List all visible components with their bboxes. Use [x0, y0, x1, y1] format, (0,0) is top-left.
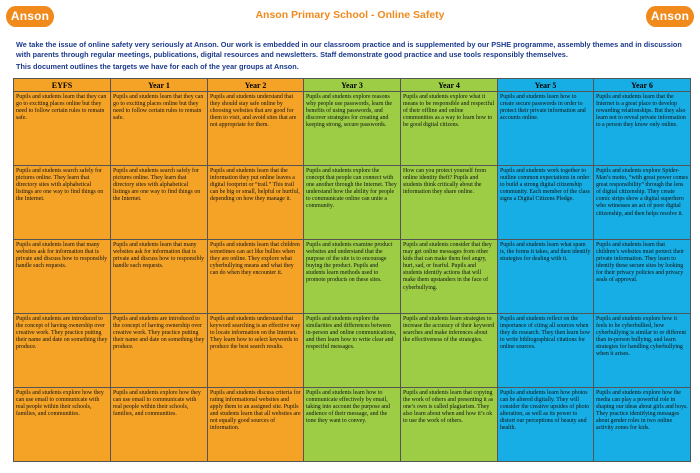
table-cell: Pupils and students are introduced to the concept of having ownership over creative work. They practice putting their name and date on something they produce. — [111, 314, 208, 388]
table-cell: Pupils and students are introduced to the concept of having ownership over creative work. They practice putting their name and date on something they produce. — [14, 314, 111, 388]
table-cell: Pupils and students understand that they should stay safe online by choosing websites that are good for them to visit, and avoid sites that are not appropriate for them. — [208, 92, 304, 166]
page-title: Anson Primary School - Online Safety — [255, 9, 445, 21]
table-cell: Pupils and students explore how it feels to be cyberbullied, how cyberbullying is similar to or different than in-person bullying, and learn strategies for handling cyberbullying when it arises. — [594, 314, 691, 388]
table-cell: Pupils and students learn that the information they put online leaves a digital footprint or “trail.” This trail can be big or small, helpful or hurtful, depending on how they manage it. — [208, 166, 304, 240]
table-cell: Pupils and students consider that they may get online messages from other kids that can make them feel angry, hurt, sad, or fearful. Pupils and students identify actions that will make them upstanders in the face of cyberbullying. — [401, 240, 498, 314]
table-row — [14, 92, 691, 166]
column-header-year-5: Year 5 — [498, 79, 594, 92]
table-cell: Pupils and students explore how they can use email to communicate with real people within their schools, families, and communities. — [111, 388, 208, 462]
table-cell: Pupils and students search safely for pictures online. They learn that directory sites with alphabetical listings are one way to find things on the Internet. — [14, 166, 111, 240]
column-header-eyfs: EYFS — [14, 79, 111, 92]
table-cell: Pupils and students learn that children sometimes can act like bullies when they are online. They explore what cyberbullying means and what they can do when they encounter it. — [208, 240, 304, 314]
table-cell: Pupils and students work together to outline common expectations in order to build a strong digital citizenship community. Each member of the class signs a Digital Citizens Pledge. — [498, 166, 594, 240]
table-cell: Pupils and students explore what it means to be responsible and respectful of their offline and online communities as a way to learn how to be good digital citizens. — [401, 92, 498, 166]
table-cell: Pupils and students understand that keyword searching is an effective way to locate information on the Internet. They learn how to select keywords to produce the best search results. — [208, 314, 304, 388]
table-row — [14, 388, 691, 462]
intro-paragraph-2: This document outlines the targets we have for each of the year groups at Anson. — [16, 62, 299, 71]
table-cell: Pupils and students explore Spider-Man’s motto, “with great power comes great responsibility” through the lens of digital citizenship. They create comic strips show a digital superhero who witnesses an act of poor digital citizenship, and then helps resolve it. — [594, 166, 691, 240]
table-cell: Pupils and students learn how to create secure passwords in order to protect their private information and accounts online. — [498, 92, 594, 166]
table-row — [14, 314, 691, 388]
table-cell: Pupils and students explore the concept that people can connect with one another through the Internet. They understand how the ability for people to communicate online can unite a community. — [304, 166, 401, 240]
table-cell: Pupils and students explore reasons why people use passwords, learn the benefits of using passwords, and discover strategies for creating and keeping strong, secure passwords. — [304, 92, 401, 166]
table-cell: Pupils and students learn that children’s websites must protect their private information. They learn to identify these secure sites by looking for their privacy policies and privacy seals of approval. — [594, 240, 691, 314]
table-row — [14, 240, 691, 314]
table-cell: Pupils and students explore how the media can play a powerful role in shaping our ideas about girls and boys. They practice identifying messages about gender roles in two online activity zones for kids. — [594, 388, 691, 462]
school-logo: Anson — [6, 6, 54, 27]
table-cell: Pupils and students learn strategies to increase the accuracy of their keyword searches and make inferences about the effectiveness of the strategies. — [401, 314, 498, 388]
intro-paragraph: We take the issue of online safety very seriously at Anson. Our work is embedded in our classroom practice and is supplemented by our PSHE programme, assembly themes and in discussion with parents through regular meetings, publications, digital resources and newsletters. Staff demonstrate good practice and use tools responsibly themselves. — [16, 40, 682, 59]
table-cell: Pupils and students learn that copying the work of others and presenting it as one’s own is called plagiarism. They also learn about when and how it’s ok to use the work of others. — [401, 388, 498, 462]
table-cell: Pupils and students examine product websites and understand that the purpose of the site is to encourage buying the product. Pupils and students learn methods used to promote products on these sites. — [304, 240, 401, 314]
table-cell: How can you protect yourself from online identity theft? Pupils and students think critically about the information they share online. — [401, 166, 498, 240]
table-row — [14, 166, 691, 240]
table-cell: Pupils and students search safely for pictures online. They learn that directory sites with alphabetical listings are one way to find things on the Internet. — [111, 166, 208, 240]
column-header-year-4: Year 4 — [401, 79, 498, 92]
table-cell: Pupils and students learn that many websites ask for information that is private and discuss how to responsibly handle such requests. — [111, 240, 208, 314]
table-cell: Pupils and students learn what spam is, the forms it takes, and then identify strategies for dealing with it. — [498, 240, 594, 314]
table-cell: Pupils and students learn that many websites ask for information that is private and discuss how to responsibly handle such requests. — [14, 240, 111, 314]
table-cell: Pupils and students learn how photos can be altered digitally. They will consider the creative upsides of photo alteration, as well as its power to distort our perceptions of beauty and health. — [498, 388, 594, 462]
column-header-year-6: Year 6 — [594, 79, 691, 92]
column-header-year-3: Year 3 — [304, 79, 401, 92]
table-cell: Pupils and students learn how to communicate effectively by email, taking into account the purpose and audience of their message, and the tone they want to convey. — [304, 388, 401, 462]
table-cell: Pupils and students learn that they can go to exciting places online but they need to follow certain rules to remain safe. — [14, 92, 111, 166]
table-header-row — [14, 79, 691, 92]
table-cell: Pupils and students reflect on the importance of citing all sources when they do research. They then learn how to write bibliographical citations for online sources. — [498, 314, 594, 388]
column-header-year-1: Year 1 — [111, 79, 208, 92]
column-header-year-2: Year 2 — [208, 79, 304, 92]
school-logo-right: Anson — [646, 6, 694, 27]
online-safety-targets-table — [13, 78, 691, 462]
table-cell: Pupils and students explore how they can use email to communicate with real people within their schools, families, and communities. — [14, 388, 111, 462]
table-cell: Pupils and students discuss criteria for rating informational websites and apply them to an assigned site. Pupils and students learn that all websites are not equally good sources of information. — [208, 388, 304, 462]
table-cell: Pupils and students explore the similarities and differences between in-person and online communications, and then learn how to write clear and respectful messages. — [304, 314, 401, 388]
table-cell: Pupils and students learn that the Internet is a great place to develop rewarding relationships. But they also learn not to reveal private information to a person they know only online. — [594, 92, 691, 166]
table-cell: Pupils and students learn that they can go to exciting places online but they need to follow certain rules to remain safe. — [111, 92, 208, 166]
